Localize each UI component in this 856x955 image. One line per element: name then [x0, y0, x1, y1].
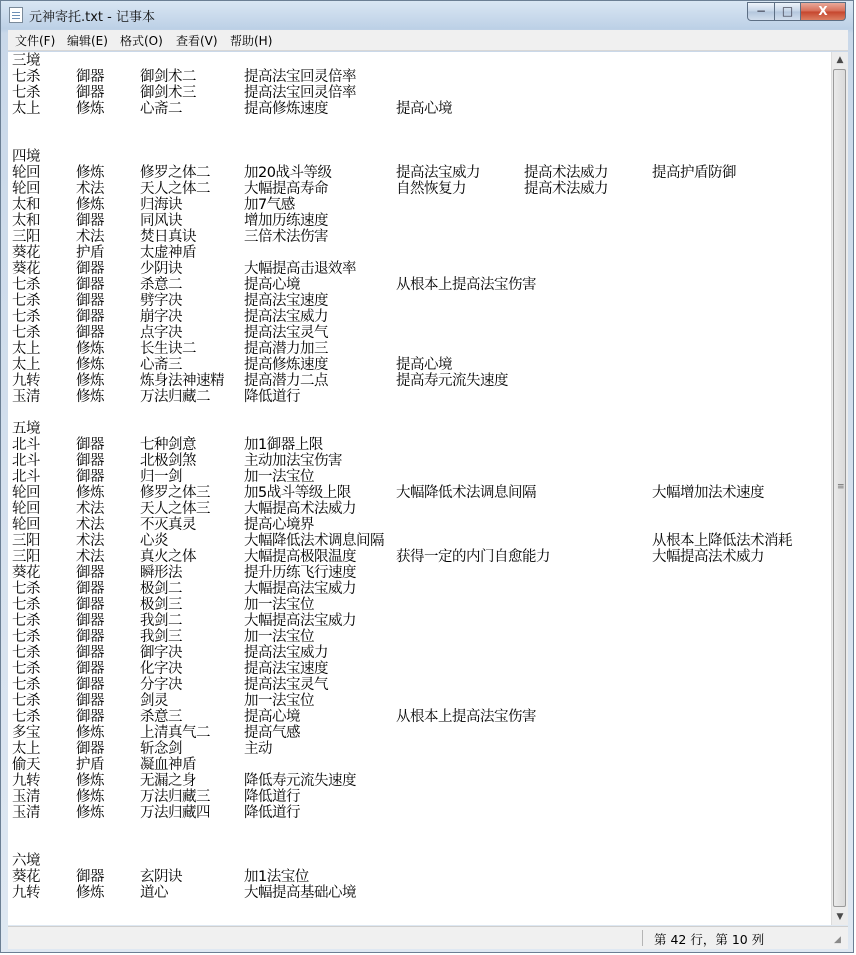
text-line: 太上 [12, 357, 40, 373]
text-line: 七杀 [12, 613, 40, 629]
text-column-cell: 我剑三 [140, 629, 182, 645]
text-column-cell: 提高心境界 [244, 517, 314, 533]
close-icon: X [818, 4, 828, 18]
text-column-cell: 北极剑煞 [140, 453, 196, 469]
text-column-cell: 术法 [76, 517, 104, 533]
text-column-cell: 三倍术法伤害 [244, 229, 328, 245]
text-line: 三阳 [12, 229, 40, 245]
text-line: 七杀 [12, 85, 40, 101]
menu-edit[interactable]: 编辑(E) [67, 34, 108, 48]
text-column-cell: 提高潜力加三 [244, 341, 328, 357]
menu-view[interactable]: 查看(V) [176, 34, 218, 48]
text-column-cell: 点字决 [140, 325, 182, 341]
text-column-cell: 提高法宝威力 [396, 165, 480, 181]
text-editor[interactable] [8, 52, 831, 925]
text-line: 太上 [12, 741, 40, 757]
text-line: 七杀 [12, 69, 40, 85]
text-column-cell: 自然恢复力 [396, 181, 466, 197]
text-line: 葵花 [12, 261, 40, 277]
text-column-cell: 加一法宝位 [244, 597, 314, 613]
text-column-cell: 极剑三 [140, 597, 182, 613]
text-column-cell: 提高修炼速度 [244, 357, 328, 373]
text-column-cell: 修炼 [76, 357, 104, 373]
text-column-cell: 剑灵 [140, 693, 168, 709]
text-column-cell: 术法 [76, 181, 104, 197]
text-line: 五境 [12, 421, 40, 437]
text-line: 三阳 [12, 533, 40, 549]
text-column-cell: 大幅增加法术速度 [652, 485, 764, 501]
text-line: 七杀 [12, 581, 40, 597]
text-column-cell: 御器 [76, 309, 104, 325]
text-column-cell: 御器 [76, 213, 104, 229]
text-column-cell: 御字决 [140, 645, 182, 661]
text-column-cell: 从根本上提高法宝伤害 [396, 277, 536, 293]
text-column-cell: 降低道行 [244, 805, 300, 821]
text-column-cell: 斩念剑 [140, 741, 182, 757]
text-line: 七杀 [12, 645, 40, 661]
text-line: 七杀 [12, 293, 40, 309]
text-line: 七杀 [12, 677, 40, 693]
text-column-cell: 炼身法神速精 [140, 373, 224, 389]
text-column-cell: 提高心境 [244, 709, 300, 725]
text-line: 九转 [12, 885, 40, 901]
scroll-thumb[interactable] [833, 69, 846, 907]
text-column-cell: 劈字决 [140, 293, 182, 309]
text-column-cell: 提高法宝灵气 [244, 325, 328, 341]
text-column-cell: 护盾 [76, 245, 104, 261]
text-column-cell: 修炼 [76, 197, 104, 213]
text-column-cell: 加一法宝位 [244, 469, 314, 485]
text-column-cell: 玄阴诀 [140, 869, 182, 885]
text-column-cell: 术法 [76, 229, 104, 245]
text-line: 北斗 [12, 469, 40, 485]
text-line: 四境 [12, 149, 40, 165]
text-line: 太和 [12, 197, 40, 213]
text-column-cell: 崩字决 [140, 309, 182, 325]
menu-help[interactable]: 帮助(H) [230, 34, 273, 48]
text-column-cell: 术法 [76, 549, 104, 565]
grip-icon: ≡ [837, 482, 845, 492]
maximize-icon: □ [781, 4, 794, 18]
text-column-cell: 御器 [76, 869, 104, 885]
text-column-cell: 加7气感 [244, 197, 295, 213]
text-column-cell: 心斋二 [140, 101, 182, 117]
text-column-cell: 提高寿元流失速度 [396, 373, 508, 389]
text-column-cell: 修炼 [76, 101, 104, 117]
text-column-cell: 大幅降低术法调息间隔 [396, 485, 536, 501]
text-column-cell: 御器 [76, 325, 104, 341]
text-line: 玉清 [12, 805, 40, 821]
text-column-cell: 修炼 [76, 789, 104, 805]
text-column-cell: 降低道行 [244, 789, 300, 805]
text-column-cell: 大幅降低法术调息间隔 [244, 533, 384, 549]
text-column-cell: 御器 [76, 581, 104, 597]
text-column-cell: 修炼 [76, 485, 104, 501]
cursor-position: 第 42 行，第 10 列 [654, 932, 765, 947]
text-column-cell: 御器 [76, 661, 104, 677]
text-column-cell: 极剑二 [140, 581, 182, 597]
text-column-cell: 凝血神盾 [140, 757, 196, 773]
text-column-cell: 御器 [76, 261, 104, 277]
text-column-cell: 提高法宝灵气 [244, 677, 328, 693]
text-column-cell: 御器 [76, 677, 104, 693]
text-column-cell: 提高修炼速度 [244, 101, 328, 117]
text-column-cell: 大幅提高法术威力 [652, 549, 764, 565]
text-column-cell: 增加历练速度 [244, 213, 328, 229]
text-line: 轮回 [12, 165, 40, 181]
text-column-cell: 归海诀 [140, 197, 182, 213]
text-line: 太上 [12, 101, 40, 117]
text-column-cell: 提高术法威力 [524, 165, 608, 181]
text-line: 偷天 [12, 757, 40, 773]
text-line: 七杀 [12, 629, 40, 645]
title-bar[interactable] [1, 1, 855, 29]
text-line: 玉清 [12, 789, 40, 805]
text-column-cell: 七种剑意 [140, 437, 196, 453]
menu-bar [8, 30, 848, 51]
text-column-cell: 大幅提高寿命 [244, 181, 328, 197]
text-line: 北斗 [12, 437, 40, 453]
text-line: 葵花 [12, 869, 40, 885]
text-column-cell: 提高法宝威力 [244, 645, 328, 661]
text-line: 九转 [12, 773, 40, 789]
text-column-cell: 心炎 [140, 533, 168, 549]
window-title: 元神寄托.txt - 记事本 [29, 10, 155, 25]
text-column-cell: 御器 [76, 613, 104, 629]
text-line: 七杀 [12, 277, 40, 293]
text-line: 太上 [12, 341, 40, 357]
text-line: 玉清 [12, 389, 40, 405]
text-column-cell: 从根本上提高法宝伤害 [396, 709, 536, 725]
text-column-cell: 提高心境 [244, 277, 300, 293]
text-column-cell: 加5战斗等级上限 [244, 485, 351, 501]
text-column-cell: 加20战斗等级 [244, 165, 332, 181]
text-line: 七杀 [12, 597, 40, 613]
text-line: 七杀 [12, 693, 40, 709]
close-button[interactable] [800, 2, 846, 21]
text-column-cell: 御器 [76, 293, 104, 309]
text-line: 轮回 [12, 517, 40, 533]
text-column-cell: 修炼 [76, 885, 104, 901]
text-column-cell: 真火之体 [140, 549, 196, 565]
text-column-cell: 御剑术二 [140, 69, 196, 85]
text-column-cell: 御器 [76, 437, 104, 453]
text-column-cell: 修炼 [76, 373, 104, 389]
text-column-cell: 大幅提高术法威力 [244, 501, 356, 517]
text-column-cell: 御器 [76, 709, 104, 725]
text-line: 六境 [12, 853, 40, 869]
text-column-cell: 心斋三 [140, 357, 182, 373]
text-column-cell: 修炼 [76, 341, 104, 357]
text-line: 七杀 [12, 325, 40, 341]
text-column-cell: 万法归藏四 [140, 805, 210, 821]
status-bar [8, 926, 848, 949]
text-column-cell: 修罗之体二 [140, 165, 210, 181]
menu-file[interactable]: 文件(F) [15, 34, 56, 48]
text-column-cell: 加一法宝位 [244, 629, 314, 645]
text-column-cell: 修炼 [76, 725, 104, 741]
scroll-down-icon[interactable]: ▼ [836, 912, 844, 922]
text-column-cell: 加1法宝位 [244, 869, 309, 885]
text-column-cell: 御器 [76, 85, 104, 101]
text-column-cell: 杀意三 [140, 709, 182, 725]
text-column-cell: 瞬形法 [140, 565, 182, 581]
text-line: 七杀 [12, 709, 40, 725]
vertical-scrollbar[interactable] [831, 52, 848, 925]
text-column-cell: 杀意二 [140, 277, 182, 293]
minimize-icon: − [755, 4, 767, 18]
text-column-cell: 获得一定的内门自愈能力 [396, 549, 550, 565]
text-column-cell: 修炼 [76, 805, 104, 821]
text-column-cell: 大幅提高法宝威力 [244, 581, 356, 597]
text-column-cell: 御剑术三 [140, 85, 196, 101]
text-column-cell: 同风诀 [140, 213, 182, 229]
text-column-cell: 御器 [76, 597, 104, 613]
text-column-cell: 大幅提高法宝威力 [244, 613, 356, 629]
text-column-cell: 万法归藏二 [140, 389, 210, 405]
text-column-cell: 分字决 [140, 677, 182, 693]
text-column-cell: 化字决 [140, 661, 182, 677]
text-column-cell: 提高潜力二点 [244, 373, 328, 389]
text-column-cell: 御器 [76, 741, 104, 757]
text-column-cell: 大幅提高极限温度 [244, 549, 356, 565]
text-column-cell: 万法归藏三 [140, 789, 210, 805]
text-column-cell: 御器 [76, 453, 104, 469]
menu-format[interactable]: 格式(O) [120, 34, 163, 48]
text-column-cell: 御器 [76, 69, 104, 85]
text-column-cell: 御器 [76, 693, 104, 709]
text-line: 七杀 [12, 661, 40, 677]
text-column-cell: 长生诀二 [140, 341, 196, 357]
text-column-cell: 太虚神盾 [140, 245, 196, 261]
maximize-button[interactable] [774, 2, 801, 21]
text-column-cell: 提高法宝回灵倍率 [244, 69, 356, 85]
text-line: 三阳 [12, 549, 40, 565]
resize-grip-icon[interactable]: ◢ [834, 935, 841, 945]
text-line: 北斗 [12, 453, 40, 469]
scroll-up-icon[interactable]: ▲ [836, 55, 844, 65]
text-line: 轮回 [12, 485, 40, 501]
notepad-icon[interactable] [9, 7, 23, 23]
text-line: 三境 [12, 53, 40, 69]
text-column-cell: 焚日真诀 [140, 229, 196, 245]
text-column-cell: 从根本上降低法术消耗 [652, 533, 792, 549]
text-line: 轮回 [12, 501, 40, 517]
text-column-cell: 道心 [140, 885, 168, 901]
text-line: 七杀 [12, 309, 40, 325]
text-column-cell: 提高心境 [396, 101, 452, 117]
text-column-cell: 大幅提高基础心境 [244, 885, 356, 901]
text-column-cell: 修炼 [76, 773, 104, 789]
text-column-cell: 提高护盾防御 [652, 165, 736, 181]
text-line: 九转 [12, 373, 40, 389]
text-column-cell: 修炼 [76, 165, 104, 181]
text-column-cell: 降低寿元流失速度 [244, 773, 356, 789]
text-line: 葵花 [12, 565, 40, 581]
text-column-cell: 术法 [76, 533, 104, 549]
text-column-cell: 不灭真灵 [140, 517, 196, 533]
text-column-cell: 提升历练飞行速度 [244, 565, 356, 581]
text-column-cell: 我剑二 [140, 613, 182, 629]
text-column-cell: 天人之体三 [140, 501, 210, 517]
text-column-cell: 加1御器上限 [244, 437, 323, 453]
text-line: 多宝 [12, 725, 40, 741]
text-column-cell: 御器 [76, 277, 104, 293]
text-column-cell: 大幅提高击退效率 [244, 261, 356, 277]
text-column-cell: 主动 [244, 741, 272, 757]
text-column-cell: 御器 [76, 565, 104, 581]
text-column-cell: 上清真气二 [140, 725, 210, 741]
text-column-cell: 降低道行 [244, 389, 300, 405]
text-column-cell: 天人之体二 [140, 181, 210, 197]
text-column-cell: 加一法宝位 [244, 693, 314, 709]
text-column-cell: 修罗之体三 [140, 485, 210, 501]
text-column-cell: 提高法宝回灵倍率 [244, 85, 356, 101]
text-column-cell: 术法 [76, 501, 104, 517]
text-column-cell: 提高法宝速度 [244, 293, 328, 309]
minimize-button[interactable] [747, 2, 775, 21]
text-column-cell: 护盾 [76, 757, 104, 773]
text-line: 葵花 [12, 245, 40, 261]
status-divider [642, 930, 643, 946]
text-column-cell: 提高法宝威力 [244, 309, 328, 325]
text-column-cell: 主动加法宝伤害 [244, 453, 342, 469]
text-column-cell: 提高心境 [396, 357, 452, 373]
text-line: 太和 [12, 213, 40, 229]
text-column-cell: 御器 [76, 469, 104, 485]
text-column-cell: 提高术法威力 [524, 181, 608, 197]
text-column-cell: 提高法宝速度 [244, 661, 328, 677]
text-column-cell: 提高气感 [244, 725, 300, 741]
text-column-cell: 无漏之身 [140, 773, 196, 789]
text-column-cell: 归一剑 [140, 469, 182, 485]
text-column-cell: 御器 [76, 645, 104, 661]
text-column-cell: 修炼 [76, 389, 104, 405]
text-column-cell: 少阴诀 [140, 261, 182, 277]
text-column-cell: 御器 [76, 629, 104, 645]
text-line: 轮回 [12, 181, 40, 197]
